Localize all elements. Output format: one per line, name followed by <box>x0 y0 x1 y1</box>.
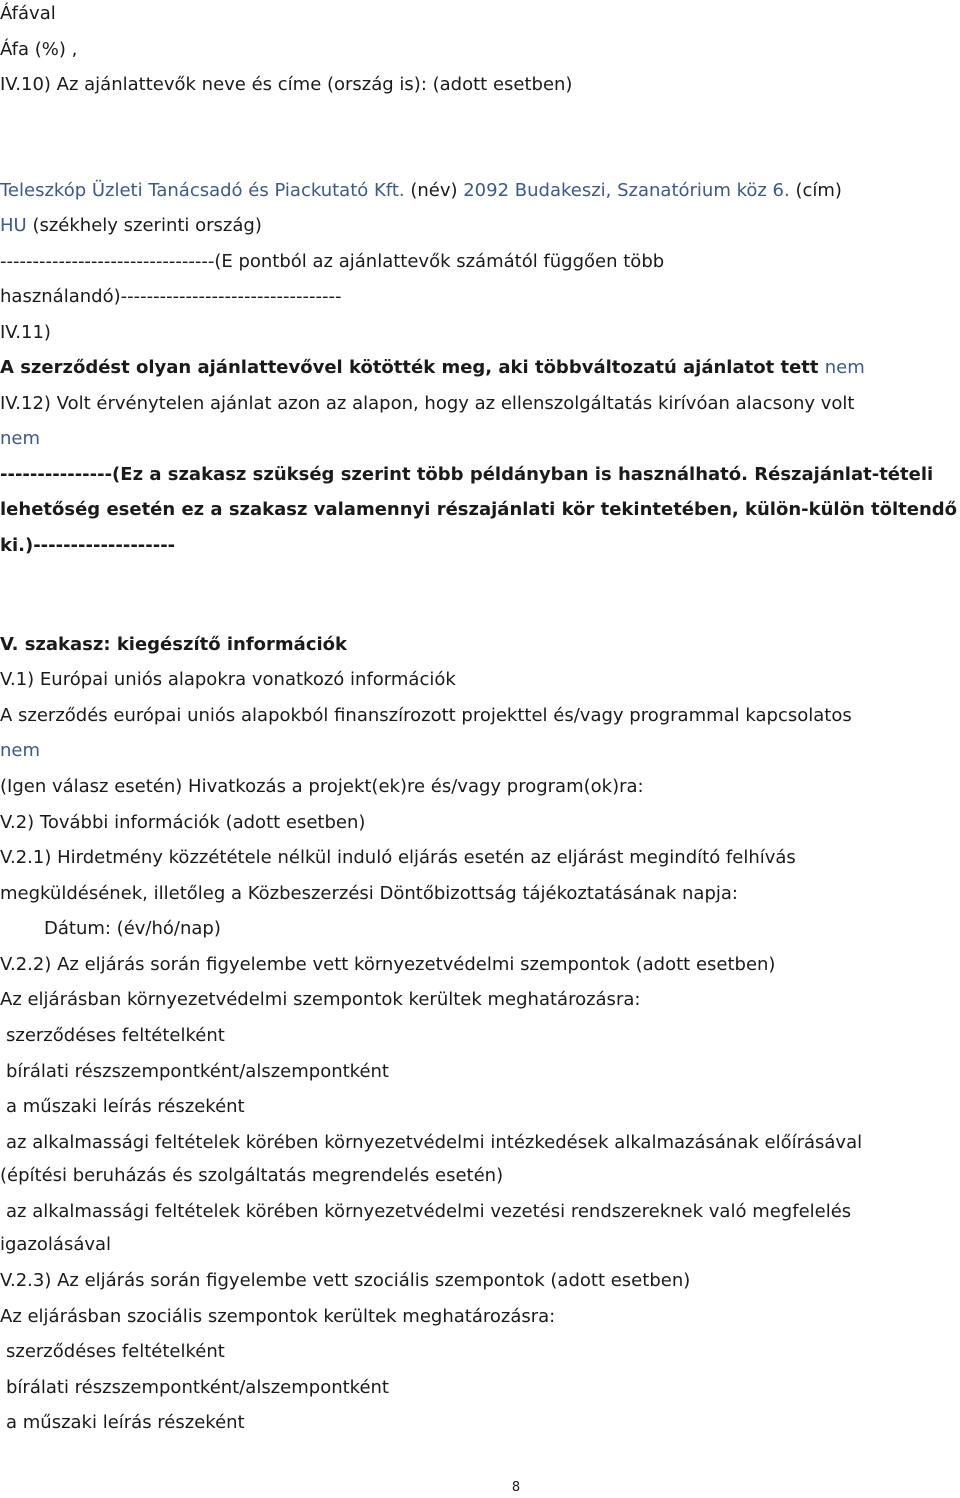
heading-v2: V.2) További információk (adott esetben) <box>0 812 366 833</box>
heading-section-v: V. szakasz: kiegészítő információk <box>0 634 348 655</box>
name-label: (név) <box>404 180 464 201</box>
env-option-evaluation: bírálati részszempontként/alszempontként <box>6 1061 389 1082</box>
line-section-note-3: ki.)------------------- <box>0 535 176 556</box>
line-section-note-2: lehetőség esetén ez a szakasz valamennyi részajánlati kör tekintetében, külön-külön töltendő <box>0 499 958 520</box>
heading-v1: V.1) Európai uniós alapokra vonatkozó információk <box>0 669 456 690</box>
line-v21-1: V.2.1) Hirdetmény közzététele nélkül induló eljárás esetén az eljárást megindító felhívás <box>0 847 796 868</box>
env-option-suitability-measures: az alkalmassági feltételek körében környezetvédelmi intézkedések alkalmazásának előírásával <box>6 1132 863 1153</box>
country-code: HU <box>0 215 27 236</box>
line-contractor-name-address <box>0 178 842 204</box>
line-v21-2: megküldésének, illetőleg a Közbeszerzési Döntőbizottság tájékoztatásának napja: <box>0 883 738 904</box>
eu-funds-value: nem <box>0 740 41 761</box>
heading-iv10: IV.10) Az ajánlattevők neve és címe (ország is): (adott esetben) <box>0 74 573 95</box>
env-option-contract: szerződéses feltételként <box>6 1025 225 1046</box>
line-env-criteria: Az eljárásban környezetvédelmi szempontok kerültek meghatározásra: <box>0 989 641 1010</box>
heading-v22: V.2.2) Az eljárás során figyelembe vett környezetvédelmi szempontok (adott esetben) <box>0 954 776 975</box>
country-label: (székhely szerinti ország) <box>26 215 262 236</box>
variant-offer-text: A szerződést olyan ajánlattevővel kötötték meg, aki többváltozatú ajánlatot tett <box>0 357 825 378</box>
heading-iv12: IV.12) Volt érvénytelen ajánlat azon az alapon, hogy az ellenszolgáltatás kirívóan alacsony volt <box>0 393 855 414</box>
line-country <box>0 213 262 239</box>
social-option-technical: a műszaki leírás részeként <box>6 1412 245 1433</box>
heading-iv11: IV.11) <box>0 322 51 343</box>
line-separator-note-2: használandó)---------------------------------- <box>0 286 342 307</box>
line-variant-offer <box>0 355 865 381</box>
line-date-label: Dátum: (év/hó/nap) <box>44 918 221 939</box>
contractor-address: 2092 Budakeszi, Szanatórium köz 6. <box>463 180 790 201</box>
variant-offer-value: nem <box>824 357 865 378</box>
iv12-value: nem <box>0 428 41 449</box>
page-number: 8 <box>511 1480 521 1495</box>
social-option-contract: szerződéses feltételként <box>6 1341 225 1362</box>
line-section-note-1: ---------------(Ez a szakasz szükség szerint több példányban is használható. Részajánlat-tételi <box>0 464 934 485</box>
social-option-evaluation: bírálati részszempontként/alszempontként <box>6 1377 389 1398</box>
env-option-technical: a műszaki leírás részeként <box>6 1096 245 1117</box>
heading-v23: V.2.3) Az eljárás során figyelembe vett szociális szempontok (adott esetben) <box>0 1270 691 1291</box>
env-option-management-systems-cont: igazolásával <box>0 1234 112 1255</box>
line-eu-funds: A szerződés európai uniós alapokból finanszírozott projekttel és/vagy programmal kapcsolatos <box>0 705 852 726</box>
env-option-suitability-measures-cont: (építési beruházás és szolgáltatás megrendelés esetén) <box>0 1165 504 1186</box>
line-social-criteria: Az eljárásban szociális szempontok kerültek meghatározásra: <box>0 1306 556 1327</box>
line-afa-percent: Áfa (%) , <box>0 39 78 60</box>
line-project-reference: (Igen válasz esetén) Hivatkozás a projekt(ek)re és/vagy program(ok)ra: <box>0 776 644 797</box>
line-separator-note-1: ---------------------------------(E pontból az ajánlattevők számától függően több <box>0 251 665 272</box>
contractor-name: Teleszkóp Üzleti Tanácsadó és Piackutató Kft. <box>0 180 405 201</box>
address-label: (cím) <box>789 180 842 201</box>
line-afaval: Áfával <box>0 3 56 24</box>
env-option-management-systems: az alkalmassági feltételek körében környezetvédelmi vezetési rendszereknek való megfelelés <box>6 1201 852 1222</box>
